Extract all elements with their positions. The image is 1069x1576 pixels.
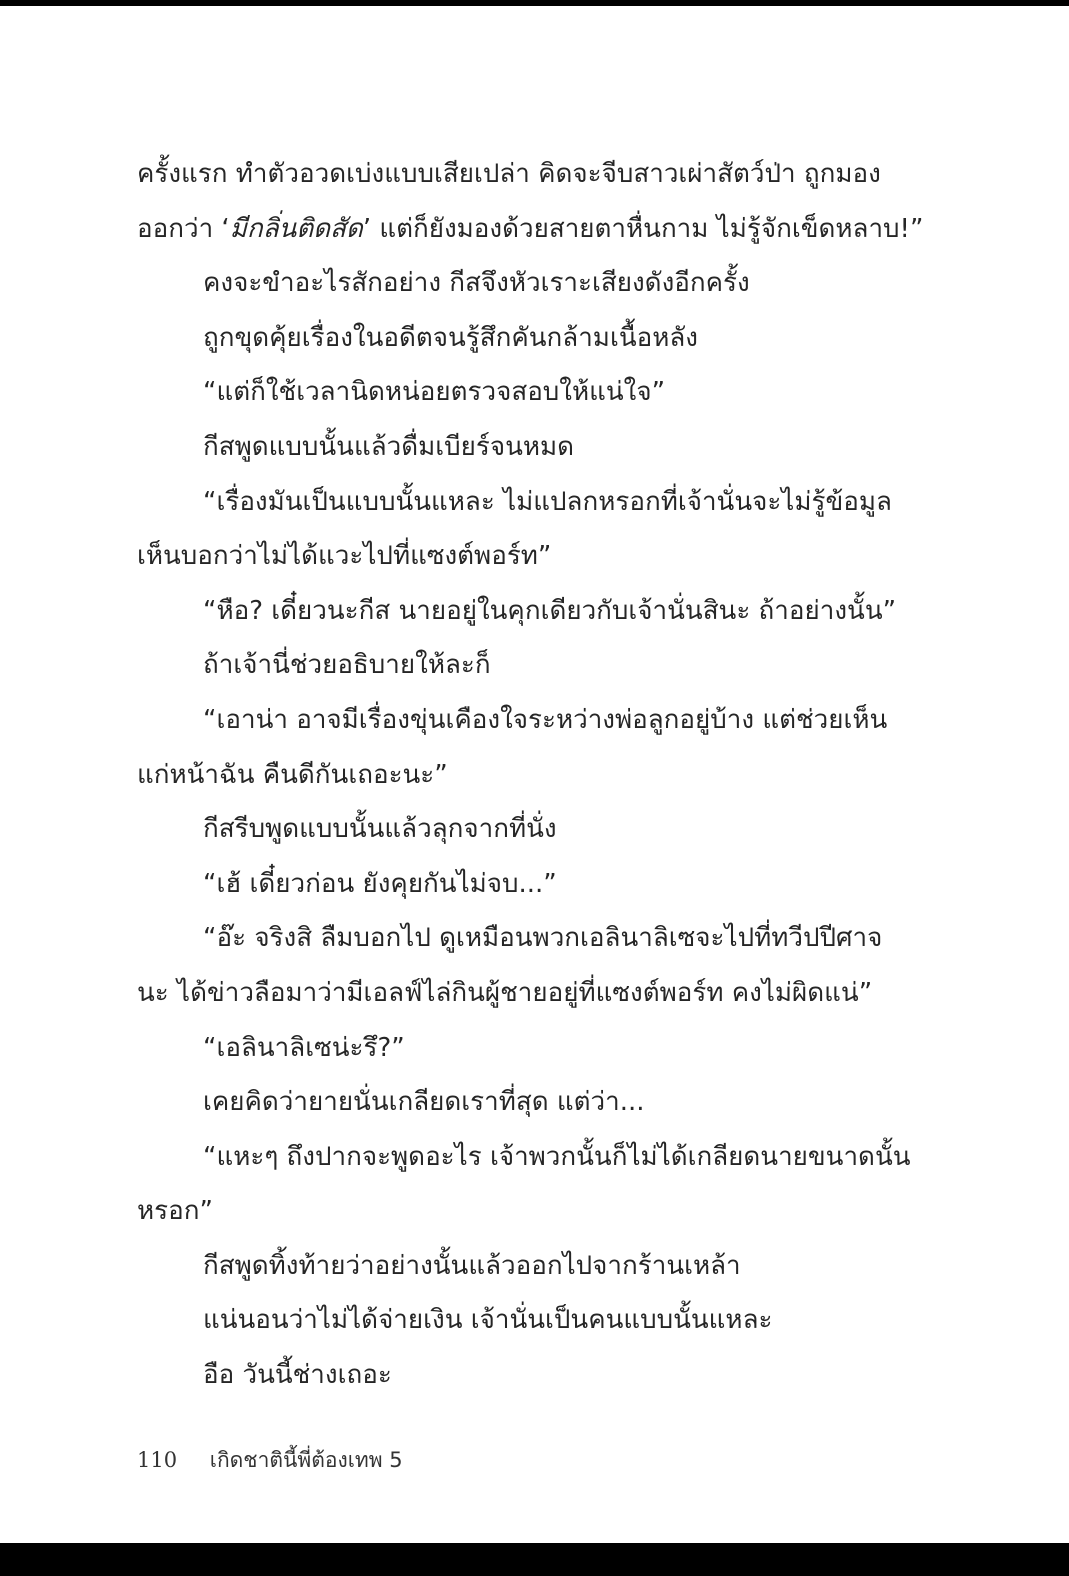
text-line-15: “อ๊ะ จริงสิ ลืมบอกไป ดูเหมือนพวกเอลินาลิเซจะไปที่ทวีปปีศาจ xyxy=(203,923,883,954)
text-line-13: กีสรีบพูดแบบนั้นแล้วลุกจากที่นั่ง xyxy=(203,814,557,845)
text-line-23: อือ วันนี้ช่างเถอะ xyxy=(203,1360,392,1391)
page-number: 110 xyxy=(137,1448,178,1472)
text-line-2-end: ’ แต่ก็ยังมองด้วยสายตาหื่นกาม ไม่รู้จักเข็ดหลาบ!” xyxy=(362,213,924,244)
text-line-2-start: ออกว่า ‘ xyxy=(137,213,230,244)
italic-quote: มีกลิ่นติดสัด xyxy=(229,213,363,244)
text-line-11: “เอาน่า อาจมีเรื่องขุ่นเคืองใจระหว่างพ่อลูกอยู่บ้าง แต่ช่วยเห็น xyxy=(203,704,888,735)
text-line-10: ถ้าเจ้านี่ช่วยอธิบายให้ละก็ xyxy=(203,650,491,681)
body-text xyxy=(137,154,924,1410)
text-line-12: แก่หน้าฉัน คืนดีกันเถอะนะ” xyxy=(137,759,448,790)
book-title: เกิดชาตินี้พี่ต้องเทพ 5 xyxy=(209,1448,403,1472)
text-line-14: “เฮ้ เดี๋ยวก่อน ยังคุยกันไม่จบ...” xyxy=(203,868,557,899)
text-line-20: หรอก” xyxy=(137,1196,213,1227)
text-line-19: “แหะๆ ถึงปากจะพูดอะไร เจ้าพวกนั้นก็ไม่ได้เกลียดนายขนาดนั้น xyxy=(203,1141,911,1172)
text-line-3: คงจะขำอะไรสักอย่าง กีสจึงหัวเราะเสียงดังอีกครั้ง xyxy=(203,268,750,299)
text-line-9: “หือ? เดี๋ยวนะกีส นายอยู่ในคุกเดียวกับเจ้านั่นสินะ ถ้าอย่างนั้น” xyxy=(203,595,897,626)
text-line-1: ครั้งแรก ทำตัวอวดเบ่งแบบเสียเปล่า คิดจะจีบสาวเผ่าสัตว์ป่า ถูกมอง xyxy=(137,159,881,189)
text-line-18: เคยคิดว่ายายนั่นเกลียดเราที่สุด แต่ว่า... xyxy=(203,1087,645,1118)
text-line-4: ถูกขุดคุ้ยเรื่องในอดีตจนรู้สึกคันกล้ามเนื้อหลัง xyxy=(203,322,698,353)
text-line-22: แน่นอนว่าไม่ได้จ่ายเงิน เจ้านั่นเป็นคนแบบนั้นแหละ xyxy=(203,1305,773,1336)
text-line-2 xyxy=(137,209,924,264)
page-footer xyxy=(137,1444,403,1477)
text-line-6: กีสพูดแบบนั้นแล้วดื่มเบียร์จนหมด xyxy=(203,431,575,462)
text-line-8: เห็นบอกว่าไม่ได้แวะไปที่แซงต์พอร์ท” xyxy=(137,541,552,572)
text-line-7: “เรื่องมันเป็นแบบนั้นแหละ ไม่แปลกหรอกที่เจ้านั่นจะไม่รู้ข้อมูล xyxy=(203,486,892,517)
text-line-16: นะ ได้ข่าวลือมาว่ามีเอลฟ์ไล่กินผู้ชายอยู่ที่แซงต์พอร์ท คงไม่ผิดแน่” xyxy=(137,977,873,1008)
text-line-5: “แต่ก็ใช้เวลานิดหน่อยตรวจสอบให้แน่ใจ” xyxy=(203,377,666,408)
text-line-21: กีสพูดทิ้งท้ายว่าอย่างนั้นแล้วออกไปจากร้านเหล้า xyxy=(203,1250,741,1281)
book-page xyxy=(0,6,1069,1543)
text-line-17: “เอลินาลิเซน่ะรึ?” xyxy=(203,1032,405,1063)
